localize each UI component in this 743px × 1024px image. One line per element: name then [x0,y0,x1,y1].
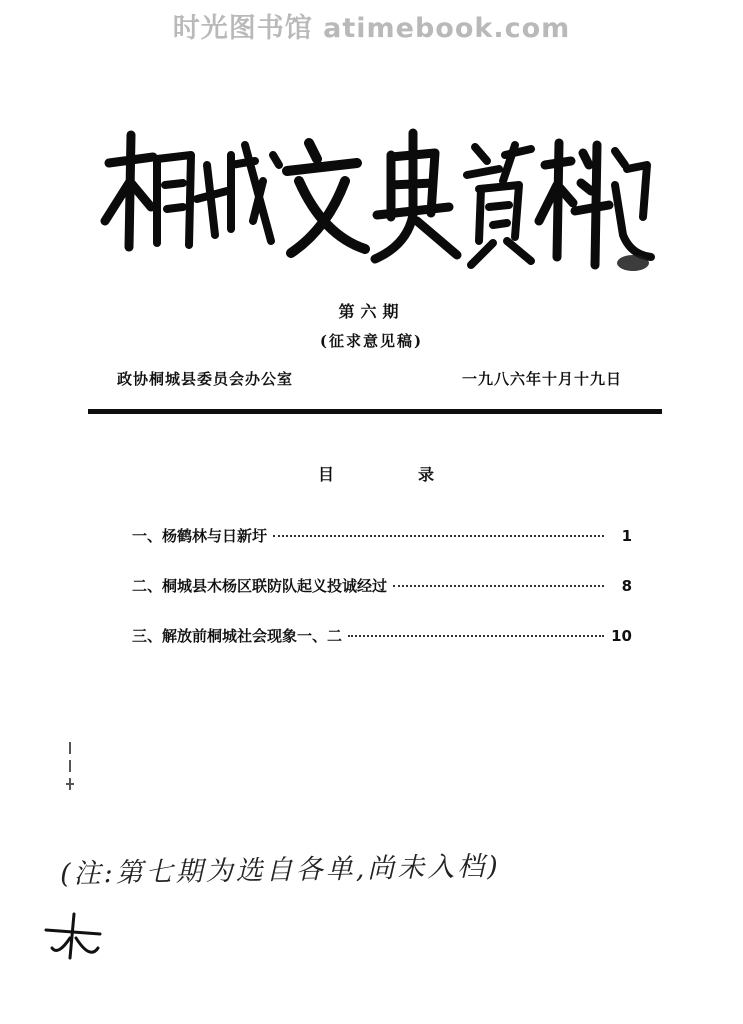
toc-leader-dots [273,535,604,537]
toc-entry-page: 10 [611,627,632,645]
site-watermark: 时光图书馆 atimebook.com [172,13,571,44]
toc-entry[interactable] [132,525,632,575]
toc-leader-dots [393,585,604,587]
calligraphy-title-artwork [95,125,655,280]
issue-number: 第六期 [338,302,405,321]
toc-heading: 目录 [318,465,519,484]
margin-pencil-marks [62,740,82,800]
table-of-contents [132,525,632,675]
toc-entry-label: 三、解放前桐城社会现象一、二 [132,627,343,645]
toc-entry[interactable] [132,625,632,675]
handwritten-check-mark [40,908,110,968]
toc-entry[interactable] [132,575,632,625]
header-divider [88,409,662,414]
toc-entry-label: 二、桐城县木杨区联防队起义投诚经过 [132,577,388,595]
masthead-title-text: 桐城文史资料选辑 [95,125,103,126]
handwritten-annotation: (注:第七期为选自各单,尚未入档) [59,851,502,890]
toc-entry-page: 1 [621,527,632,545]
draft-status-note: (征求意见稿) [319,332,424,350]
toc-leader-dots [348,635,604,637]
toc-entry-page: 8 [621,577,632,595]
toc-entry-label: 一、杨鹤林与日新圩 [132,527,268,545]
publication-date: 一九八六年十月十九日 [462,370,623,388]
publisher-name: 政协桐城县委员会办公室 [117,370,294,388]
masthead-calligraphy-title [95,125,655,280]
